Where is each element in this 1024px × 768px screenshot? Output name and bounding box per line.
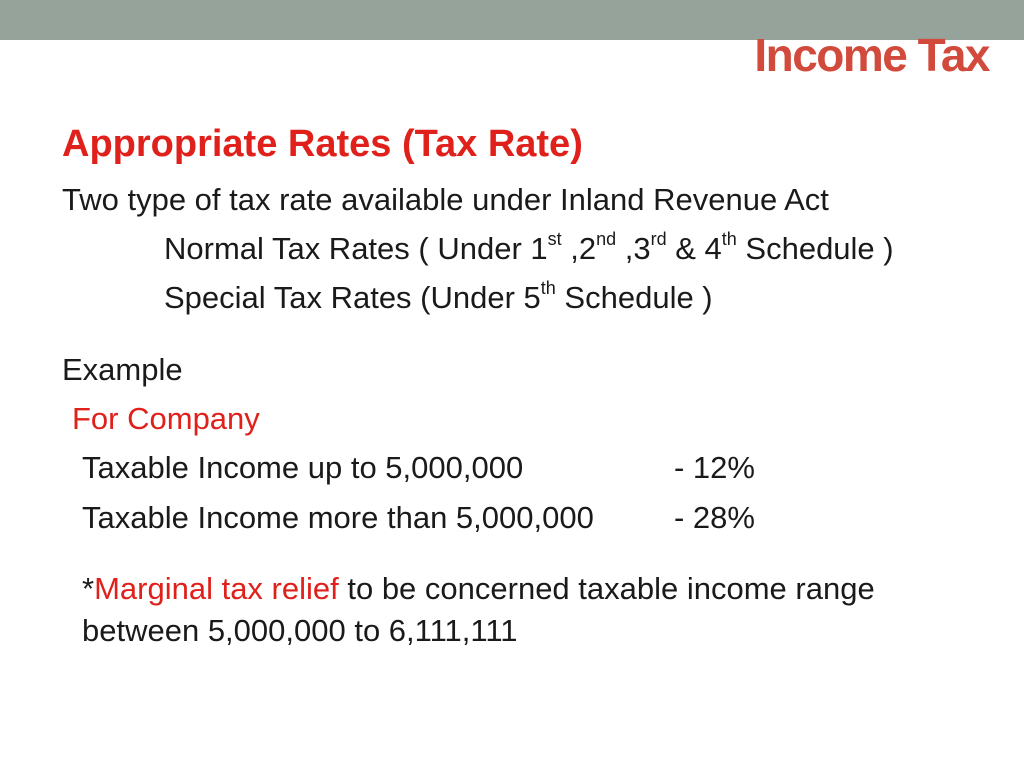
marginal-relief-note-line-2: between 5,000,000 to 6,111,111	[82, 613, 518, 648]
slide-title: Income Tax	[754, 29, 989, 81]
normal-part-2: ,2	[561, 231, 597, 266]
normal-sup-4: th	[721, 228, 737, 249]
note-star: *	[82, 571, 95, 606]
row-rate: - 12%	[674, 450, 755, 485]
section-heading: Appropriate Rates (Tax Rate)	[62, 123, 583, 165]
special-prefix: Special Tax Rates (Under 5	[164, 280, 541, 315]
normal-sup-2: nd	[596, 228, 617, 249]
normal-sup-3: rd	[650, 228, 667, 249]
note-rest: to be concerned taxable income range	[338, 571, 875, 606]
row-rate: - 28%	[674, 500, 755, 535]
example-label: Example	[62, 352, 183, 387]
row-label: Taxable Income up to 5,000,000	[82, 450, 524, 485]
normal-part-4: & 4	[666, 231, 722, 266]
normal-tax-rates-line	[164, 228, 894, 267]
normal-prefix: Normal Tax Rates ( Under 1	[164, 231, 548, 266]
normal-part-3: ,3	[616, 231, 651, 266]
row-label: Taxable Income more than 5,000,000	[82, 500, 594, 535]
normal-suffix: Schedule )	[736, 231, 894, 266]
company-label: For Company	[72, 401, 260, 436]
table-row	[82, 450, 523, 486]
special-tax-rates-line	[164, 277, 713, 316]
note-highlight: Marginal tax relief	[94, 571, 339, 606]
marginal-relief-note	[82, 571, 875, 607]
intro-text: Two type of tax rate available under Inland Revenue Act	[62, 182, 829, 217]
special-suffix: Schedule )	[555, 280, 713, 315]
normal-sup-1: st	[547, 228, 562, 249]
special-sup: th	[540, 277, 556, 298]
table-row	[82, 500, 594, 536]
